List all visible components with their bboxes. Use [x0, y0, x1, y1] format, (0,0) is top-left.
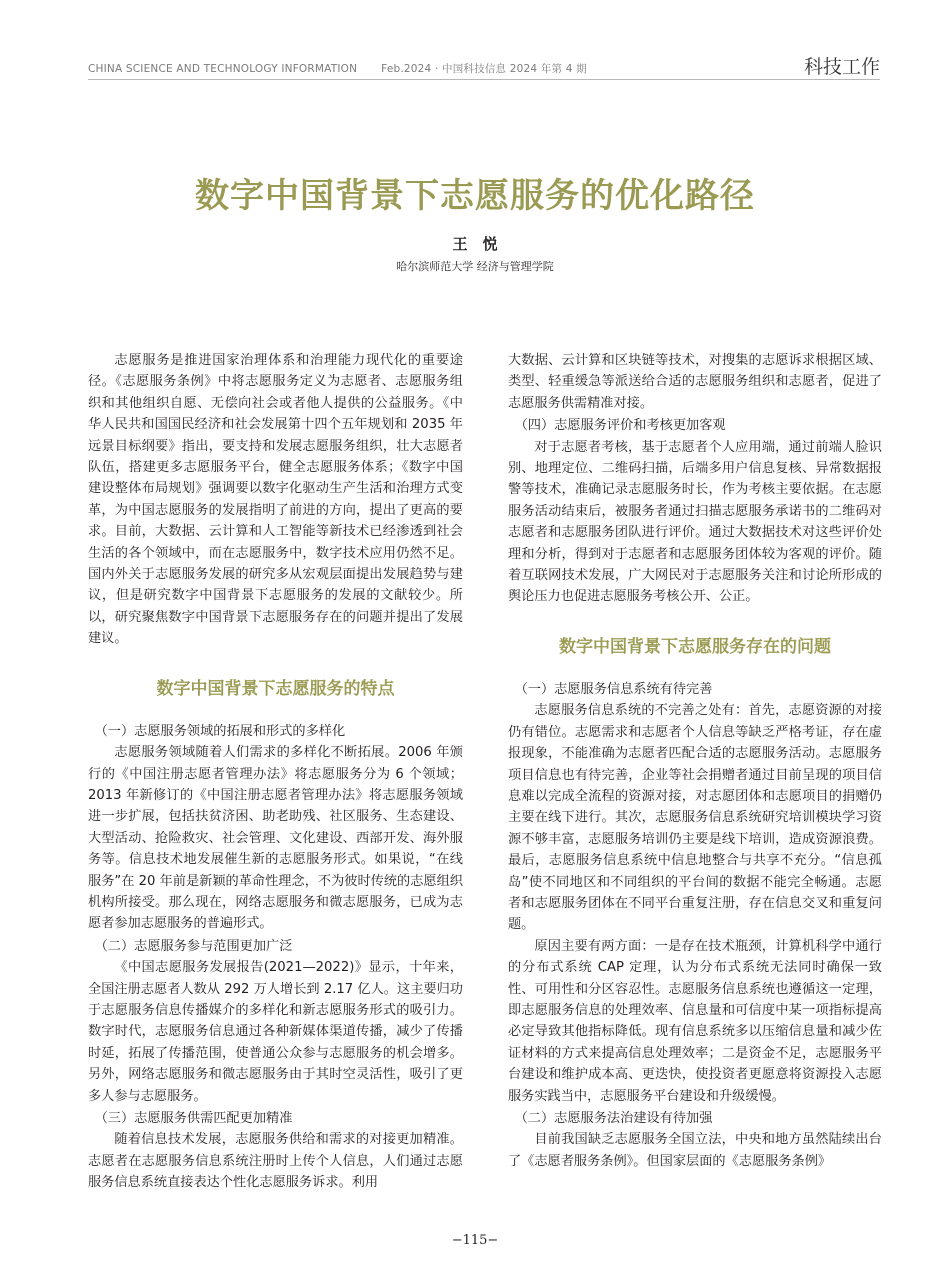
issue-info: Feb.2024 · 中国科技信息 2024 年第 4 期	[381, 63, 587, 75]
subheading: （三）志愿服务供需匹配更加精准	[94, 1111, 293, 1126]
author-affiliation: 哈尔滨师范大学 经济与管理学院	[396, 260, 554, 273]
intro-paragraph: 志愿服务是推进国家治理体系和治理能力现代化的重要途径。《志愿服务条例》中将志愿服务定义为志愿者、志愿服务组织和其他组织自愿、无偿向社会或者他人提供的公益服务。《中华人民共和国国民经济和社会发展第十四个五年规划和 2035 年远景目标纲要》指出，要支持和发展志愿服务组织，壮大志愿者队伍，搭建更多志愿服务平台，健全志愿服务体系；《数字中国建设整体布局规划》强调要以数字化驱动生产生活和治理方式变革，为中国志愿服务的发展指明了前进的方向，提出了更高的要求。目前，大数据、云计算和人工智能等新技术已经渗透到社会生活的各个领域中，而在志愿服务中，数字技术应用仍然不足。国内外关于志愿服务发展的研究多从宏观层面提出发展趋势与建议，但是研究数字中国背景下志愿服务的发展的文献较少。所以，研究聚焦数字中国背景下志愿服务存在的问题并提出了发展建议。	[88, 353, 463, 647]
header-divider	[88, 79, 880, 80]
article-title: 数字中国背景下志愿服务的优化路径	[195, 176, 755, 216]
body-paragraph: 志愿服务信息系统的不完善之处有：首先，志愿资源的对接仍有错位。志愿需求和志愿者个人信息等缺乏严格考证，存在虚报现象，不能准确为志愿者匹配合适的志愿服务活动。志愿服务项目信息也有待完善，企业等社会捐赠者通过目前呈现的项目信息难以完成全流程的资源对接，对志愿团体和志愿项目的捐赠仍主要在线下进行。其次，志愿服务信息系统研究培训模块学习资源不够丰富，志愿服务培训仍主要是线下培训，造成资源浪费。最后，志愿服务信息系统中信息地整合与共享不充分。“信息孤岛”使不同地区和不同组织的平台间的数据不能完全畅通。志愿者和志愿服务团体在不同平台重复注册，存在信息交叉和重复问题。	[508, 703, 882, 933]
journal-english-name: CHINA SCIENCE AND TECHNOLOGY INFORMATION	[88, 63, 358, 75]
body-paragraph: 随着信息技术发展，志愿服务供给和需求的对接更加精准。志愿者在志愿服务信息系统注册时上传个人信息，人们通过志愿服务信息系统直接表达个性化志愿服务诉求。利用	[88, 1132, 463, 1191]
subheading: （二）志愿服务法治建设有待加强	[514, 1111, 713, 1126]
body-paragraph-continued: 大数据、云计算和区块链等技术，对搜集的志愿诉求根据区域、类型、轻重缓急等派送给合适的志愿服务组织和志愿者，促进了志愿服务供需精准对接。	[508, 353, 882, 411]
subheading: （一）志愿服务信息系统有待完善	[514, 681, 713, 697]
right-column	[508, 350, 882, 1230]
subheading: （一）志愿服务领域的拓展和形式的多样化	[94, 723, 346, 739]
section-label: 科技工作	[803, 56, 880, 78]
body-paragraph: 志愿服务领域随着人们需求的多样化不断拓展。2006 年颁行的《中国注册志愿者管理办法》将志愿服务分为 6 个领域；2013 年新修订的《中国注册志愿者管理办法》将志愿服务领域进一步扩展，包括扶贫济困、助老助残、社区服务、生态建设、大型活动、抢险救灾、社会管理、文化建设、西部开发、海外服务等。信息技术地发展催生新的志愿服务形式。如果说，“在线服务”在 20 年前是新颖的革命性理念，不为彼时传统的志愿组织机构所接受。那么现在，网络志愿服务和微志愿服务，已成为志愿者参加志愿服务的普遍形式。	[88, 745, 463, 932]
subheading: （二）志愿服务参与范围更加广泛	[94, 938, 293, 954]
left-column	[88, 350, 463, 1230]
subheading: （四）志愿服务评价和考核更加客观	[514, 418, 726, 434]
section-heading-problems: 数字中国背景下志愿服务存在的问题	[559, 636, 831, 657]
author-name: 王 悦	[452, 235, 498, 253]
section-heading-features: 数字中国背景下志愿服务的特点	[156, 678, 395, 699]
body-paragraph: 《中国志愿服务发展报告(2021—2022)》显示，十年来，全国注册志愿者人数从 292 万人增长到 2.17 亿人。这主要归功于志愿服务信息传播媒介的多样化和新志愿服务形式的吸引力。数字时代，志愿服务信息通过各种新媒体渠道传播，减少了传播时延，拓展了传播范围，使普通公众参与志愿服务的机会增多。另外，网络志愿服务和微志愿服务由于其时空灵活性，吸引了更多人参与志愿服务。	[88, 960, 463, 1104]
running-header-left	[88, 61, 587, 76]
page-number: −115−	[451, 1233, 499, 1248]
body-paragraph: 对于志愿者考核，基于志愿者个人应用端，通过前端人脸识别、地理定位、二维码扫描，后端多用户信息复核、异常数据报警等技术，准确记录志愿服务时长，作为考核主要依据。在志愿服务活动结束后，被服务者通过扫描志愿服务承诺书的二维码对志愿者和志愿服务团队进行评价。通过大数据技术对这些评价处理和分析，得到对于志愿者和志愿服务团体较为客观的评价。随着互联网技术发展，广大网民对于志愿服务关注和讨论所形成的舆论压力也促进志愿服务考核公开、公正。	[508, 439, 882, 605]
body-paragraph: 目前我国缺乏志愿服务全国立法，中央和地方虽然陆续出台了《志愿者服务条例》。但国家层面的《志愿服务条例》	[508, 1132, 882, 1169]
body-paragraph: 原因主要有两方面：一是存在技术瓶颈，计算机科学中通行的分布式系统 CAP 定理，认为分布式系统无法同时确保一致性、可用性和分区容忍性。志愿服务信息系统也遵循这一定理，即志愿服务信息的处理效率、信息量和可信度中某一项指标提高必定导致其他指标降低。现有信息系统多以压缩信息量和减少佐证材料的方式来提高信息处理效率；二是资金不足，志愿服务平台建设和维护成本高、更迭快，使投资者更愿意将资源投入志愿服务实践当中，志愿服务平台建设和升级缓慢。	[508, 938, 882, 1104]
